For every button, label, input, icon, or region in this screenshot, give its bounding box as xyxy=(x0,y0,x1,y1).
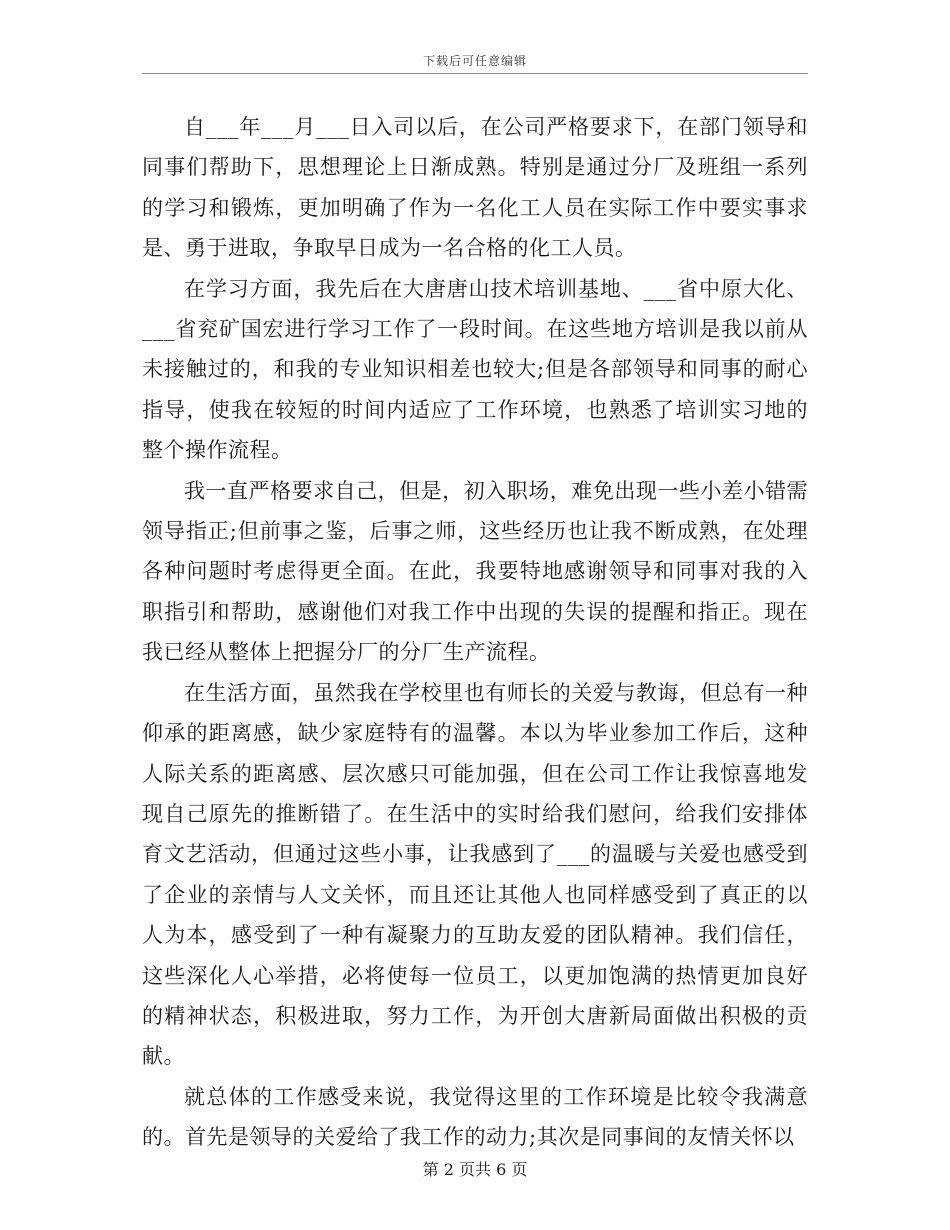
paragraph-study: 在学习方面，我先后在大唐唐山技术培训基地、___省中原大化、___省兖矿国宏进行学习工作了一段时间。在这些地方培训是我以前从未接触过的，和我的专业知识相差也较大;但是各部领导和同事的耐心指导，使我在较短的时间内适应了工作环境，也熟悉了培训实习地的整个操作流程。 xyxy=(142,276,808,463)
page-number: 第 2 页共 6 页 xyxy=(422,1160,528,1179)
document-body xyxy=(142,107,808,1158)
paragraph-life: 在生活方面，虽然我在学校里也有师长的关爱与教诲，但总有一种仰承的距离感，缺少家庭特有的温馨。本以为毕业参加工作后，这种人际关系的距离感、层次感只可能加强，但在公司工作让我惊喜地发现自己原先的推断错了。在生活中的实时给我们慰问，给我们安排体育文艺活动，但通过这些小事，让我感到了___的温暖与关爱也感受到了企业的亲情与人文关怀，而且还让其他人也同样感受到了真正的以人为本，感受到了一种有凝聚力的互助友爱的团队精神。我们信任，这些深化人心举措，必将使每一位员工，以更加饱满的热情更加良好的精神状态，积极进取，努力工作，为开创大唐新局面做出积极的贡献。 xyxy=(142,680,808,1069)
page-header: 下载后可任意编辑 xyxy=(422,54,527,68)
header-divider xyxy=(142,73,808,74)
paragraph-self-discipline: 我一直严格要求自己，但是，初入职场，难免出现一些小差小错需领导指正;但前事之鉴，后事之师，这些经历也让我不断成熟，在处理各种问题时考虑得更全面。在此，我要特地感谢领导和同事对我的入职指引和帮助，感谢他们对我工作中出现的失误的提醒和指正。现在我已经从整体上把握分厂的分厂生产流程。 xyxy=(142,478,808,665)
paragraph-overall: 就总体的工作感受来说，我觉得这里的工作环境是比较令我满意的。首先是领导的关爱给了我工作的动力;其次是同事间的友情关怀以 xyxy=(142,1084,808,1150)
paragraph-intro: 自___年___月___日入司以后，在公司严格要求下，在部门领导和同事们帮助下，思想理论上日渐成熟。特别是通过分厂及班组一系列的学习和锻炼，更加明确了作为一名化工人员在实际工作中要实事求是、勇于进取，争取早日成为一名合格的化工人员。 xyxy=(142,115,808,261)
